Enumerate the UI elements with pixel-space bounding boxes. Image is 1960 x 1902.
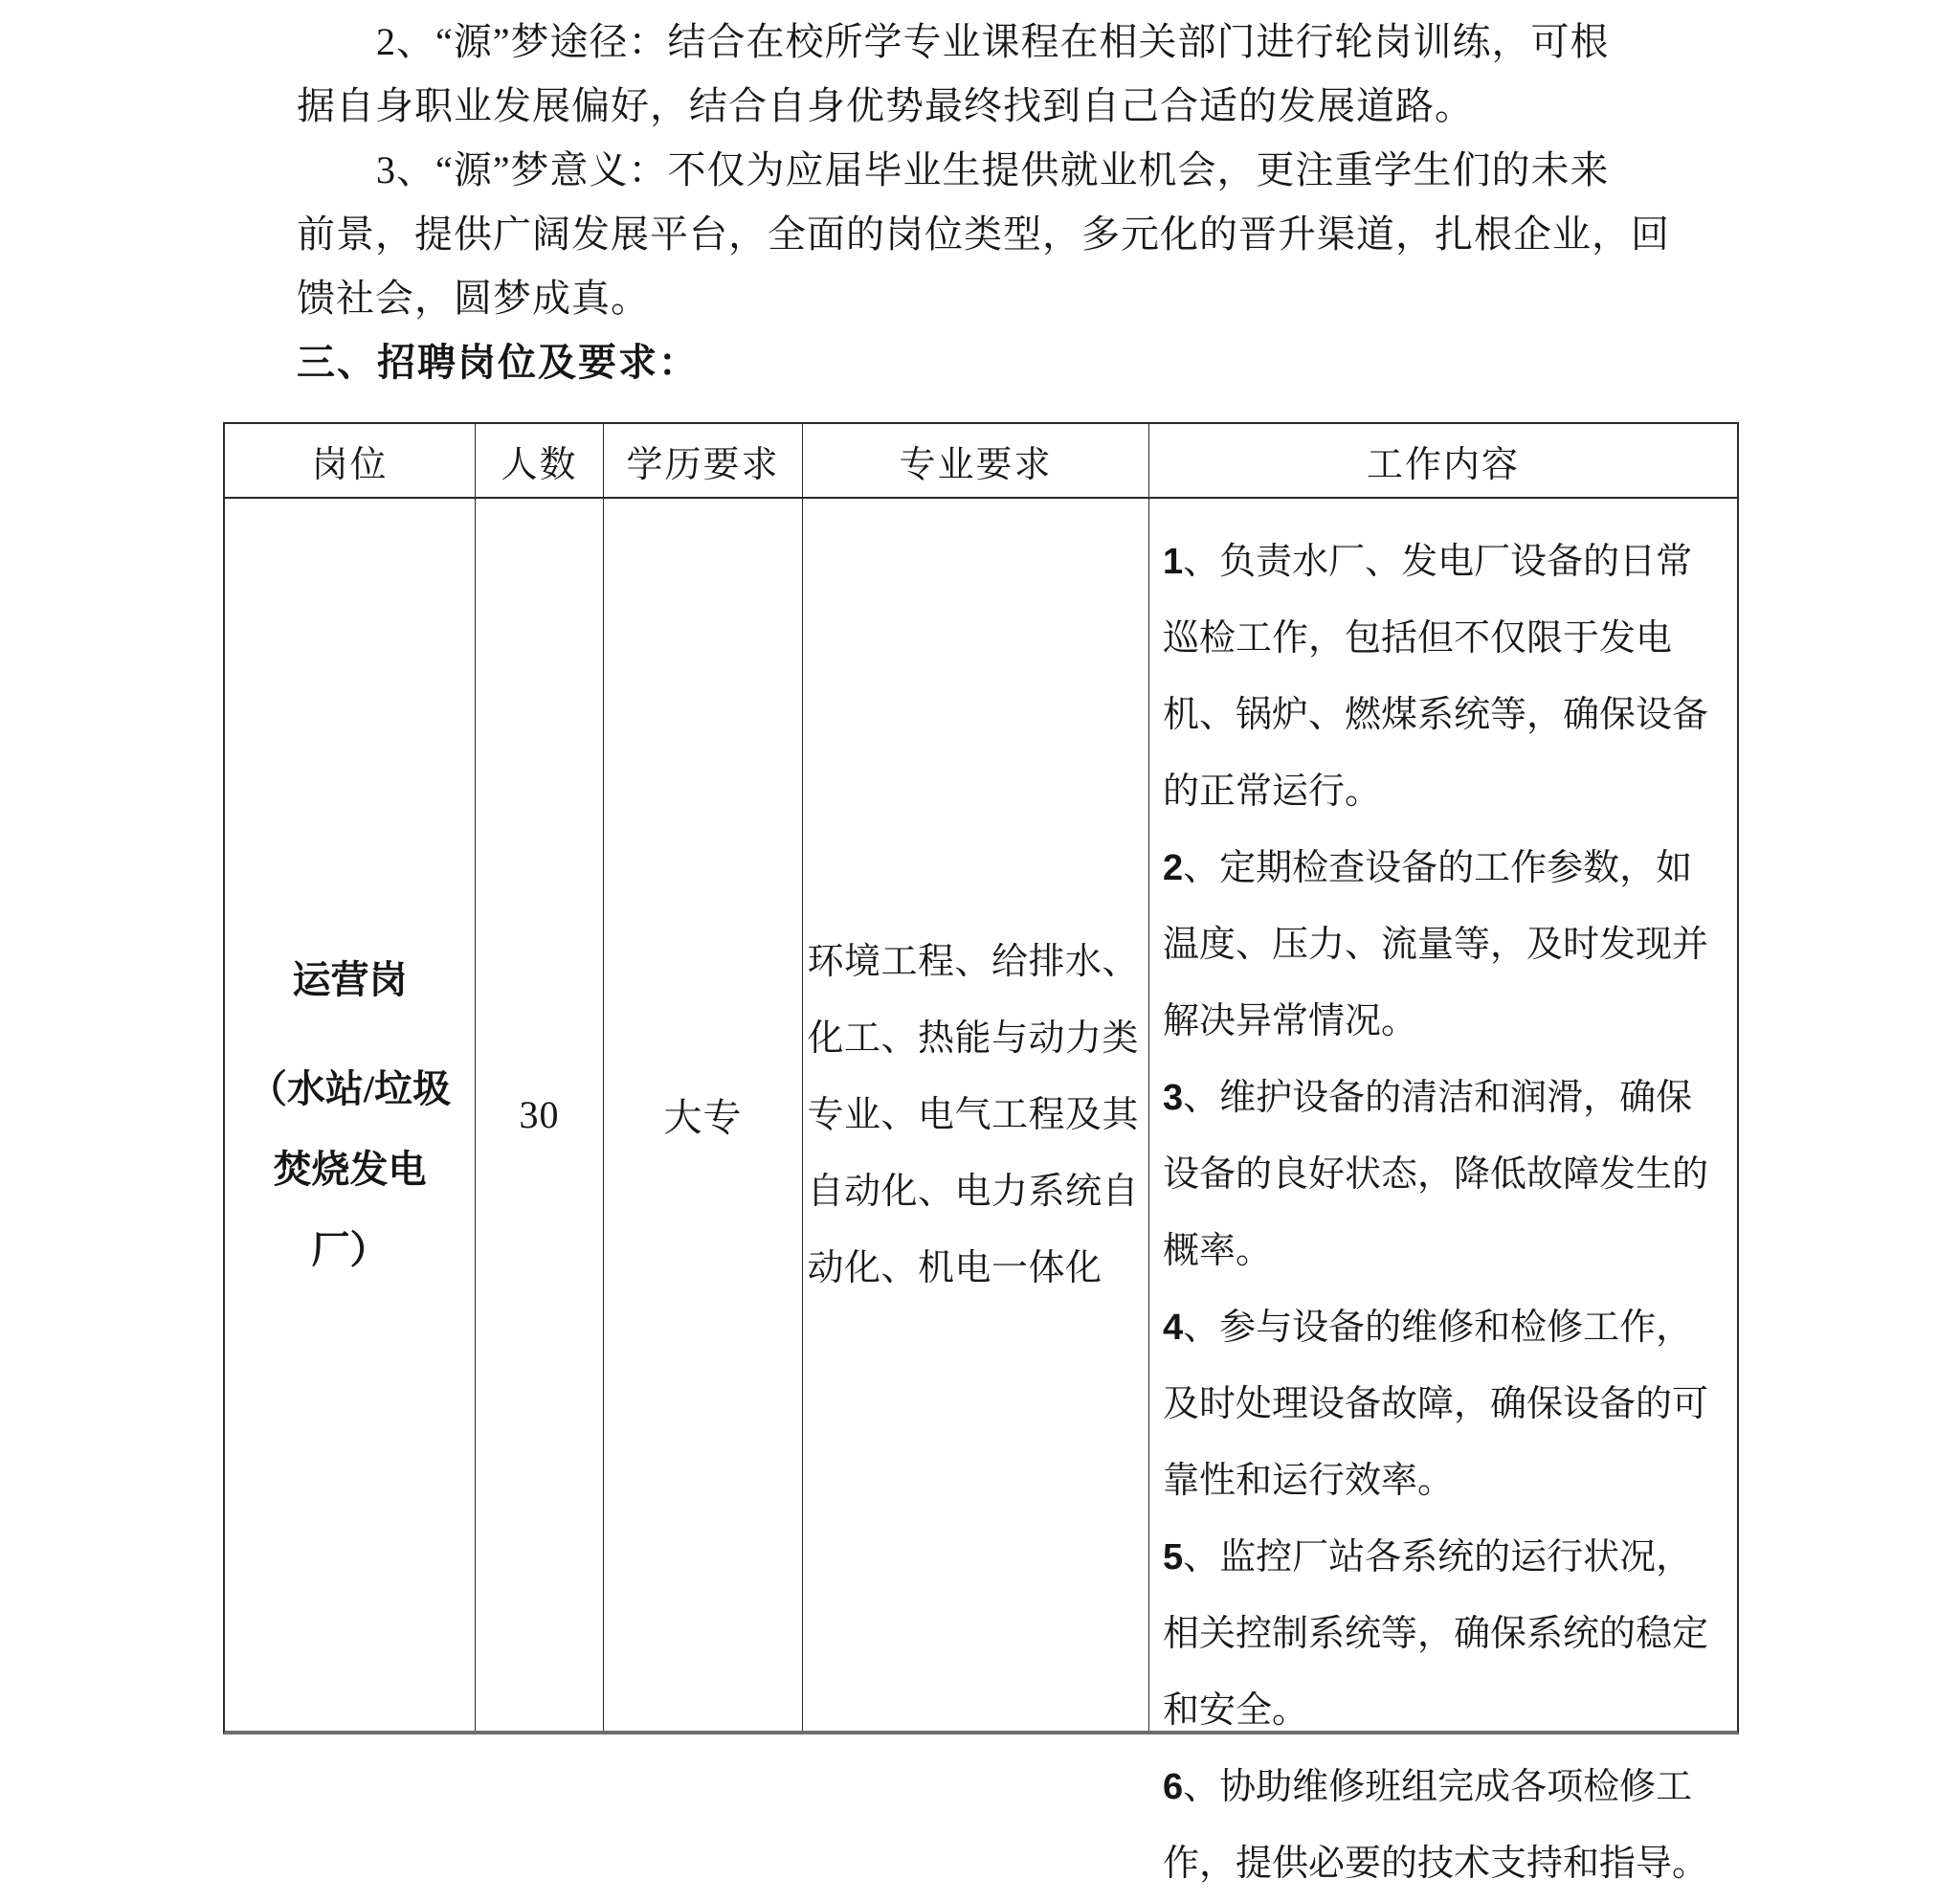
- intro-line-1: 2、“源”梦途径：结合在校所学专业课程在相关部门进行轮岗训练，可根: [376, 20, 1610, 63]
- intro-section: [297, 10, 1739, 394]
- table-header-education: 学历要求: [604, 424, 803, 499]
- duty-item-6: [1163, 1749, 1726, 1902]
- duty-text: 、协助维修班组完成各项检修工作，提供必要的技术支持和指导。: [1163, 1767, 1709, 1884]
- position-subtitle: （水站/垃圾焚烧发电厂）: [248, 1066, 452, 1271]
- duty-text: 、负责水厂、发电厂设备的日常巡检工作，包括但不仅限于发电机、锅炉、燃煤系统等，确保设备的正常运行。: [1163, 542, 1709, 812]
- duties-cell: [1149, 499, 1737, 1884]
- position-cell: [225, 499, 476, 1731]
- recruitment-table: [223, 422, 1739, 1884]
- duty-number: 6: [1163, 1767, 1184, 1807]
- table-header-major: 专业要求: [803, 424, 1149, 499]
- duty-number: 3: [1163, 1078, 1184, 1118]
- section-heading: 三、招聘岗位及要求：: [297, 341, 699, 384]
- duty-number: 1: [1163, 542, 1184, 582]
- duty-number: 2: [1163, 848, 1184, 888]
- duty-item-1: [1163, 524, 1726, 830]
- intro-line-3: 3、“源”梦意义：不仅为应届毕业生提供就业机会，更注重学生们的未来: [376, 148, 1610, 191]
- duty-item-2: [1163, 830, 1726, 1060]
- duty-text: 、监控厂站各系统的运行状况，相关控制系统等，确保系统的稳定和安全。: [1163, 1537, 1709, 1731]
- intro-line-4: 前景，提供广阔发展平台，全面的岗位类型，多元化的晋升渠道，扎根企业，回: [297, 213, 1670, 256]
- education-cell: 大专: [604, 499, 803, 1731]
- duty-text: 、参与设备的维修和检修工作，及时处理设备故障，确保设备的可靠性和运行效率。: [1163, 1308, 1709, 1501]
- table-header-duties: 工作内容: [1149, 424, 1737, 499]
- intro-line-2: 据自身职业发展偏好，结合自身优势最终找到自己合适的发展道路。: [297, 84, 1474, 127]
- duty-item-3: [1163, 1060, 1726, 1289]
- duty-number: 5: [1163, 1537, 1184, 1578]
- position-title: 运营岗: [292, 957, 408, 1001]
- intro-line-5: 馈社会，圆梦成真。: [297, 277, 650, 320]
- headcount-cell: 30: [476, 499, 604, 1731]
- majors-cell: [803, 499, 1149, 1731]
- table-header-position: 岗位: [225, 424, 476, 499]
- duty-item-4: [1163, 1289, 1726, 1519]
- duty-text: 、维护设备的清洁和润滑，确保设备的良好状态，降低故障发生的概率。: [1163, 1078, 1709, 1271]
- table-header-headcount: 人数: [476, 424, 604, 499]
- majors-text: 环境工程、给排水、化工、热能与动力类专业、电气工程及其自动化、电力系统自动化、机电一体化: [807, 941, 1140, 1288]
- duty-text: 、定期检查设备的工作参数，如温度、压力、流量等，及时发现并解决异常情况。: [1163, 848, 1709, 1041]
- duty-item-5: [1163, 1519, 1726, 1749]
- duty-number: 4: [1163, 1308, 1184, 1348]
